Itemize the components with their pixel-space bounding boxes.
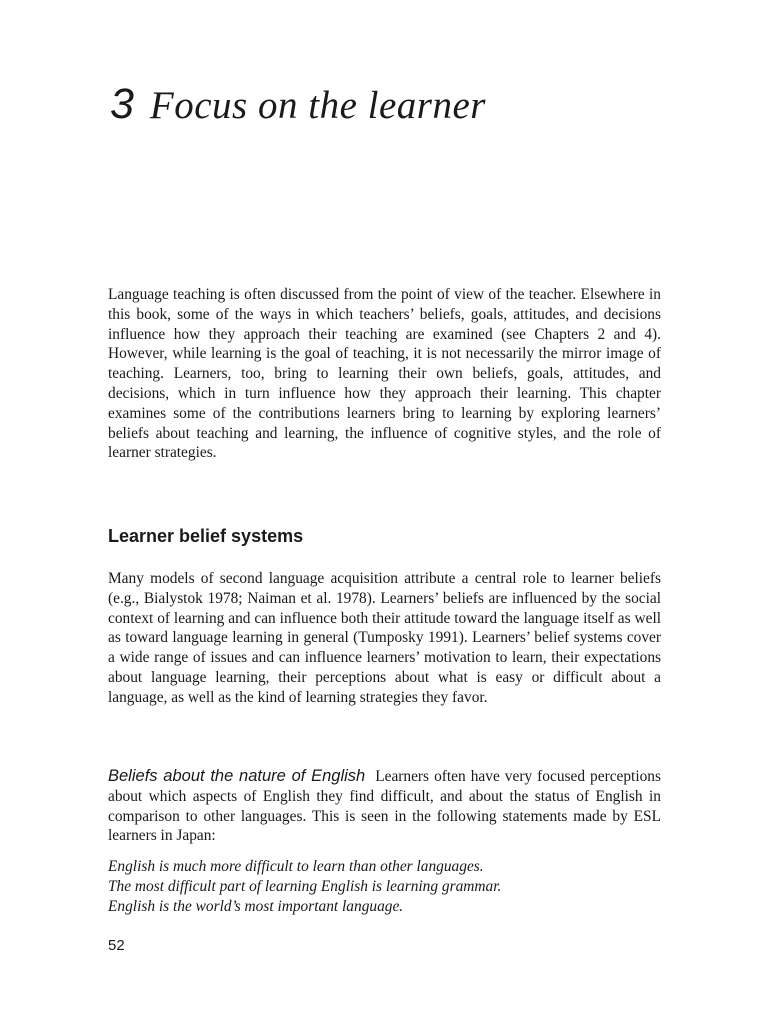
page-number: 52 — [108, 937, 125, 954]
quote-item: English is the world’s most important language. — [108, 898, 404, 915]
quote-item: The most difficult part of learning English is learning grammar. — [108, 878, 502, 895]
quote-list — [108, 857, 661, 917]
quote-item: English is much more difficult to learn than other languages. — [108, 858, 484, 875]
chapter-name: Focus on the learner — [149, 84, 486, 127]
chapter-number: 3 — [110, 80, 134, 128]
section-paragraph: Many models of second language acquisition attribute a central role to learner beliefs (e.g., Bialystok 1978; Naiman et al. 1978). Learners’ beliefs are influenced by the social context of learning and can influence both their attitude toward the language itself as well as toward language learning in general (Tumposky 1991). Learners’ belief systems cover a wide range of issues and can influence learners’ motivation to learn, their expectations about language learning, their perceptions about what is easy or difficult about a language, as well as the kind of learning strategies they favor. — [108, 570, 661, 706]
subsection-paragraph — [108, 767, 661, 846]
subsection-text: Learners often have very focused perceptions about which aspects of English they find difficult, and about the status of English in comparison to other languages. This is seen in the following statements made by ESL learners in Japan: — [108, 768, 661, 845]
subsection-heading: Beliefs about the nature of English — [108, 767, 366, 785]
intro-paragraph: Language teaching is often discussed from the point of view of the teacher. Elsewhere in this book, some of the ways in which teachers’ beliefs, goals, attitudes, and decisions influence how they approach their teaching are examined (see Chapters 2 and 4). However, while learning is the goal of teaching, it is not necessarily the mirror image of teaching. Learners, too, bring to learning their own beliefs, goals, attitudes, and decisions, which in turn influence how they approach their learning. This chapter examines some of the contributions learners bring to learning by exploring learners’ beliefs about teaching and learning, the influence of cognitive styles, and the role of learner strategies. — [108, 286, 661, 462]
chapter-title — [110, 78, 486, 132]
section-heading: Learner belief systems — [108, 526, 304, 546]
